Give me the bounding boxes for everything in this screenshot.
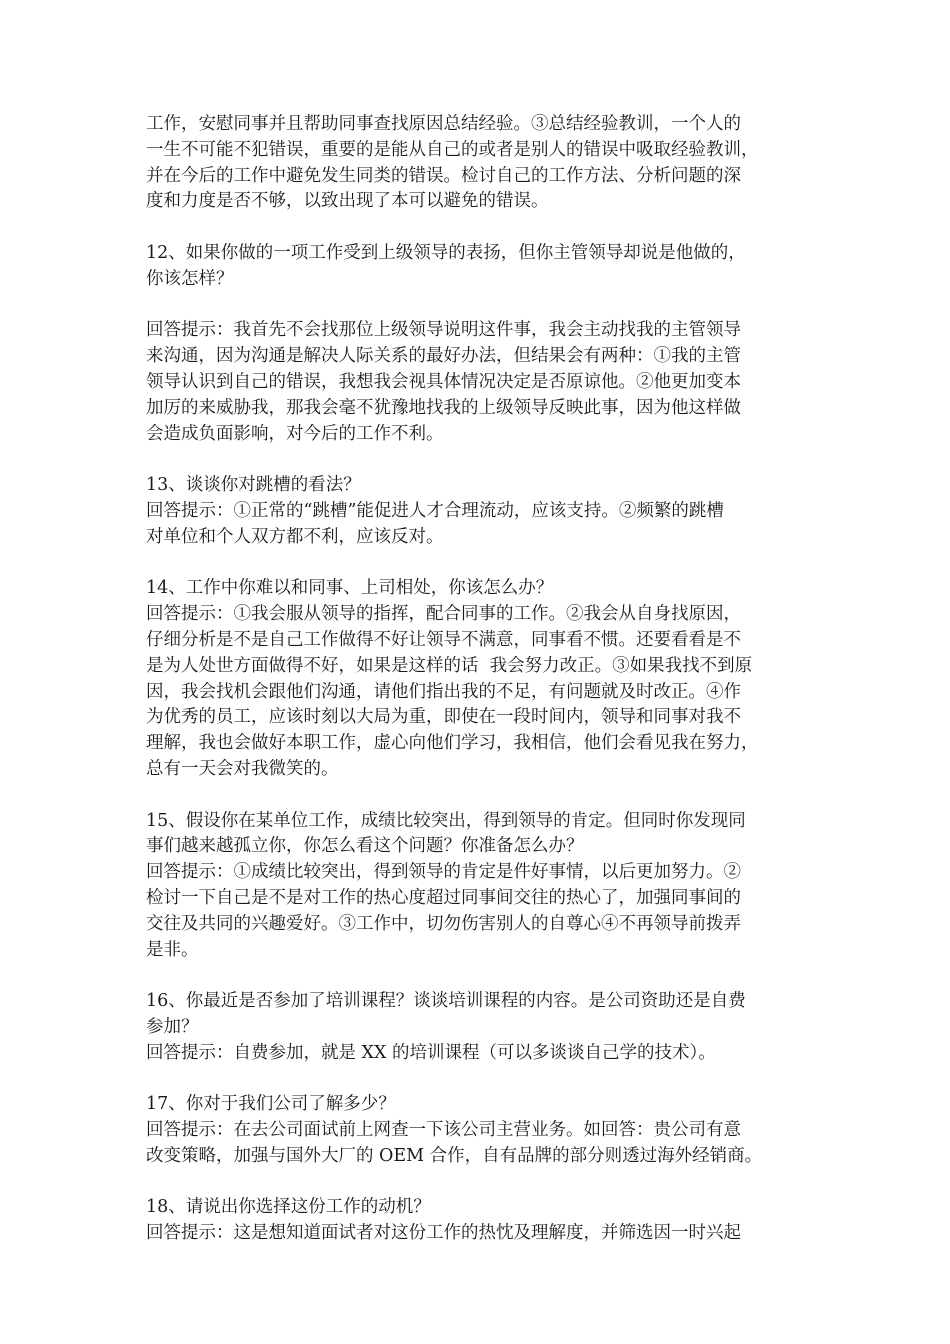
question-line: 17、你对于我们公司了解多少？ <box>146 1094 396 1115</box>
question-16 <box>146 989 826 1066</box>
text-line: 一生不可能不犯错误，重要的是能从自己的或者是别人的错误中吸取经验教训， <box>146 139 759 160</box>
answer-line: 回答提示：我首先不会找那位上级领导说明这件事，我会主动找我的主管领导 <box>146 320 741 341</box>
document-body <box>146 112 826 1247</box>
answer-line: 仔细分析是不是自己工作做得不好让领导不满意，同事看不惯。还要看看是不 <box>146 629 741 650</box>
question-17 <box>146 1092 826 1169</box>
question-line: 15、假设你在某单位工作，成绩比较突出，得到领导的肯定。但同时你发现同 <box>146 810 746 831</box>
paragraph-1 <box>146 112 826 215</box>
answer-line: 因，我会找机会跟他们沟通，请他们指出我的不足，有问题就及时改正。④作 <box>146 681 741 702</box>
answer-line: 对单位和个人双方都不利，应该反对。 <box>146 526 444 547</box>
text-line: 度和力度是否不够，以致出现了本可以避免的错误。 <box>146 191 549 212</box>
answer-line: 总有一天会对我微笑的。 <box>146 758 339 779</box>
answer-line: 回答提示：在去公司面试前上网查一下该公司主营业务。如回答：贵公司有意 <box>146 1120 741 1141</box>
question-line: 参加？ <box>146 1016 199 1037</box>
question-12 <box>146 241 826 293</box>
answer-line: 是非。 <box>146 939 199 960</box>
paragraph-gap <box>146 783 826 809</box>
paragraph-gap <box>146 293 826 319</box>
question-line: 12、如果你做的一项工作受到上级领导的表扬，但你主管领导却说是他做的， <box>146 242 746 263</box>
text-line: 并在今后的工作中避免发生同类的错误。检讨自己的工作方法、分析问题的深 <box>146 165 741 186</box>
answer-line: 回答提示：①正常的“跳槽”能促进人才合理流动，应该支持。②频繁的跳槽 <box>146 500 724 521</box>
question-line: 16、你最近是否参加了培训课程？谈谈培训课程的内容。是公司资助还是自费 <box>146 991 746 1012</box>
question-18 <box>146 1195 826 1247</box>
paragraph-gap <box>146 1066 826 1092</box>
answer-line: 会造成负面影响，对今后的工作不利。 <box>146 423 444 444</box>
question-line: 13、谈谈你对跳槽的看法？ <box>146 475 361 496</box>
answer-line: 交往及共同的兴趣爱好。③工作中，切勿伤害别人的自尊心④不再领导前拨弄 <box>146 913 741 934</box>
answer-12 <box>146 318 826 447</box>
answer-line: 为优秀的员工，应该时刻以大局为重，即使在一段时间内，领导和同事对我不 <box>146 707 741 728</box>
answer-line: 理解，我也会做好本职工作，虚心向他们学习，我相信，他们会看见我在努力， <box>146 733 759 754</box>
answer-line: 领导认识到自己的错误，我想我会视具体情况决定是否原谅他。②他更加变本 <box>146 371 741 392</box>
question-line: 14、工作中你难以和同事、上司相处，你该怎么办？ <box>146 578 554 599</box>
answer-line: 改变策略，加强与国外大厂的 OEM 合作，自有品牌的部分则透过海外经销商。 <box>146 1145 763 1166</box>
paragraph-gap <box>146 963 826 989</box>
answer-line: 检讨一下自己是不是对工作的热心度超过同事间交往的热心了，加强同事间的 <box>146 887 741 908</box>
question-15 <box>146 809 826 964</box>
paragraph-gap <box>146 551 826 577</box>
question-line: 18、请说出你选择这份工作的动机？ <box>146 1197 431 1218</box>
answer-line: 回答提示：①成绩比较突出，得到领导的肯定是件好事情，以后更加努力。② <box>146 862 741 883</box>
question-14 <box>146 576 826 782</box>
question-line: 你该怎样？ <box>146 268 234 289</box>
paragraph-gap <box>146 447 826 473</box>
answer-line: 回答提示：自费参加，就是 XX 的培训课程（可以多谈谈自己学的技术）。 <box>146 1042 716 1063</box>
paragraph-gap <box>146 215 826 241</box>
text-line: 工作，安慰同事并且帮助同事查找原因总结经验。③总结经验教训，一个人的 <box>146 114 741 134</box>
question-13 <box>146 473 826 550</box>
answer-line: 是为人处世方面做得不好，如果是这样的话 我会努力改正。③如果我找不到原 <box>146 655 753 676</box>
answer-line: 回答提示：这是想知道面试者对这份工作的热忱及理解度，并筛选因一时兴起 <box>146 1223 741 1244</box>
answer-line: 回答提示：①我会服从领导的指挥，配合同事的工作。②我会从自身找原因， <box>146 604 741 625</box>
paragraph-gap <box>146 1170 826 1196</box>
answer-line: 来沟通，因为沟通是解决人际关系的最好办法，但结果会有两种：①我的主管 <box>146 346 741 367</box>
question-line: 事们越来越孤立你，你怎么看这个问题？你准备怎么办？ <box>146 836 584 857</box>
answer-line: 加厉的来威胁我，那我会毫不犹豫地找我的上级领导反映此事，因为他这样做 <box>146 397 741 418</box>
